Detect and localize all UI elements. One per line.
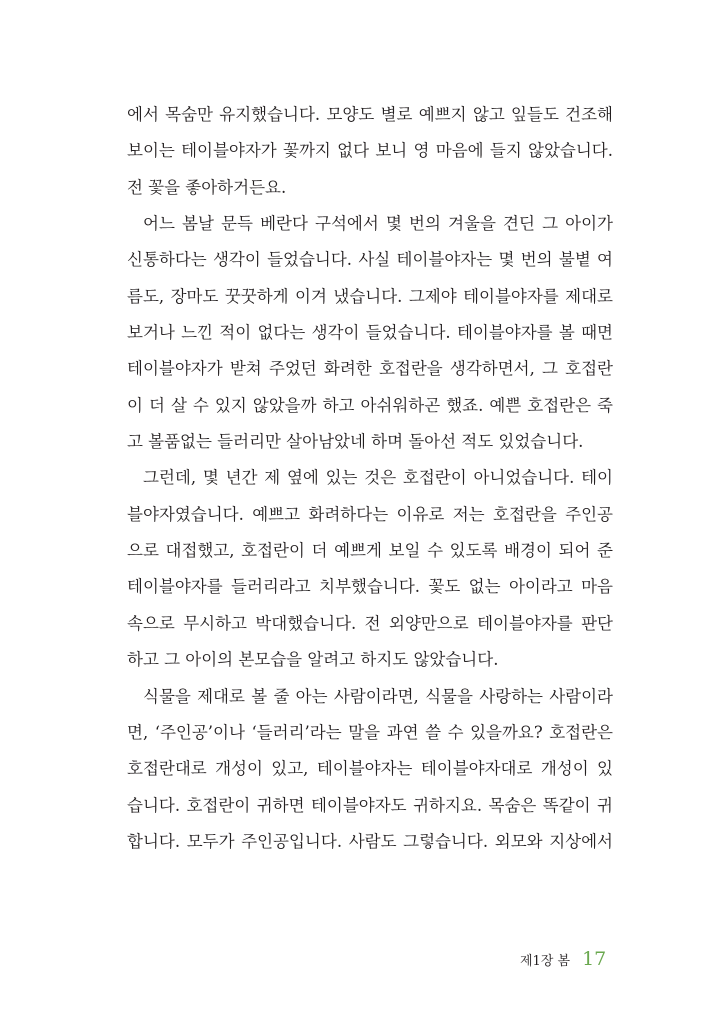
page-footer — [520, 948, 606, 970]
text-line: 신통하다는 생각이 들었습니다. 사실 테이블야자는 몇 번의 불볕 여 — [127, 250, 613, 270]
text-line: 그런데, 몇 년간 제 옆에 있는 것은 호접란이 아니었습니다. 테이 — [143, 468, 613, 488]
text-line: 보이는 테이블야자가 꽃까지 없다 보니 영 마음에 들지 않았습니다. — [127, 141, 613, 161]
text-line: 면, ‘주인공’이나 ‘들러리’라는 말을 과연 쓸 수 있을까요? 호접란은 — [127, 722, 613, 742]
body-text — [127, 101, 613, 864]
text-line: 습니다. 호접란이 귀하면 테이블야자도 귀하지요. 목숨은 똑같이 귀 — [127, 795, 613, 815]
text-line: 름도, 장마도 꿋꿋하게 이겨 냈습니다. 그제야 테이블야자를 제대로 — [127, 286, 613, 306]
text-line: 호접란대로 개성이 있고, 테이블야자는 테이블야자대로 개성이 있 — [127, 759, 613, 779]
text-line: 이 더 살 수 있지 않았을까 하고 아쉬워하곤 했죠. 예쁜 호접란은 죽 — [127, 395, 613, 415]
text-line: 블야자였습니다. 예쁘고 화려하다는 이유로 저는 호접란을 주인공 — [127, 504, 613, 524]
text-line: 테이블야자를 들러리라고 치부했습니다. 꽃도 없는 아이라고 마음 — [127, 577, 613, 597]
text-line: 전 꽃을 좋아하거든요. — [127, 177, 287, 197]
page-number: 17 — [582, 948, 607, 970]
text-line: 하고 그 아이의 본모습을 알려고 하지도 않았습니다. — [127, 650, 499, 670]
text-line: 속으로 무시하고 박대했습니다. 전 외양만으로 테이블야자를 판단 — [127, 613, 613, 633]
text-line: 식물을 제대로 볼 줄 아는 사람이라면, 식물을 사랑하는 사람이라 — [143, 686, 613, 706]
chapter-label: 제1장 봄 — [520, 954, 571, 969]
text-line: 으로 대접했고, 호접란이 더 예쁘게 보일 수 있도록 배경이 되어 준 — [127, 541, 613, 561]
text-line: 어느 봄날 문득 베란다 구석에서 몇 번의 겨울을 견딘 그 아이가 — [143, 214, 613, 234]
text-line: 고 볼품없는 들러리만 살아남았네 하며 돌아선 적도 있었습니다. — [127, 432, 584, 452]
text-line: 합니다. 모두가 주인공입니다. 사람도 그렇습니다. 외모와 지상에서 — [127, 831, 613, 851]
text-line: 테이블야자가 받쳐 주었던 화려한 호접란을 생각하면서, 그 호접란 — [127, 359, 613, 379]
text-line: 보거나 느낀 적이 없다는 생각이 들었습니다. 테이블야자를 볼 때면 — [127, 323, 613, 343]
text-line: 에서 목숨만 유지했습니다. 모양도 별로 예쁘지 않고 잎들도 건조해 — [127, 105, 613, 124]
